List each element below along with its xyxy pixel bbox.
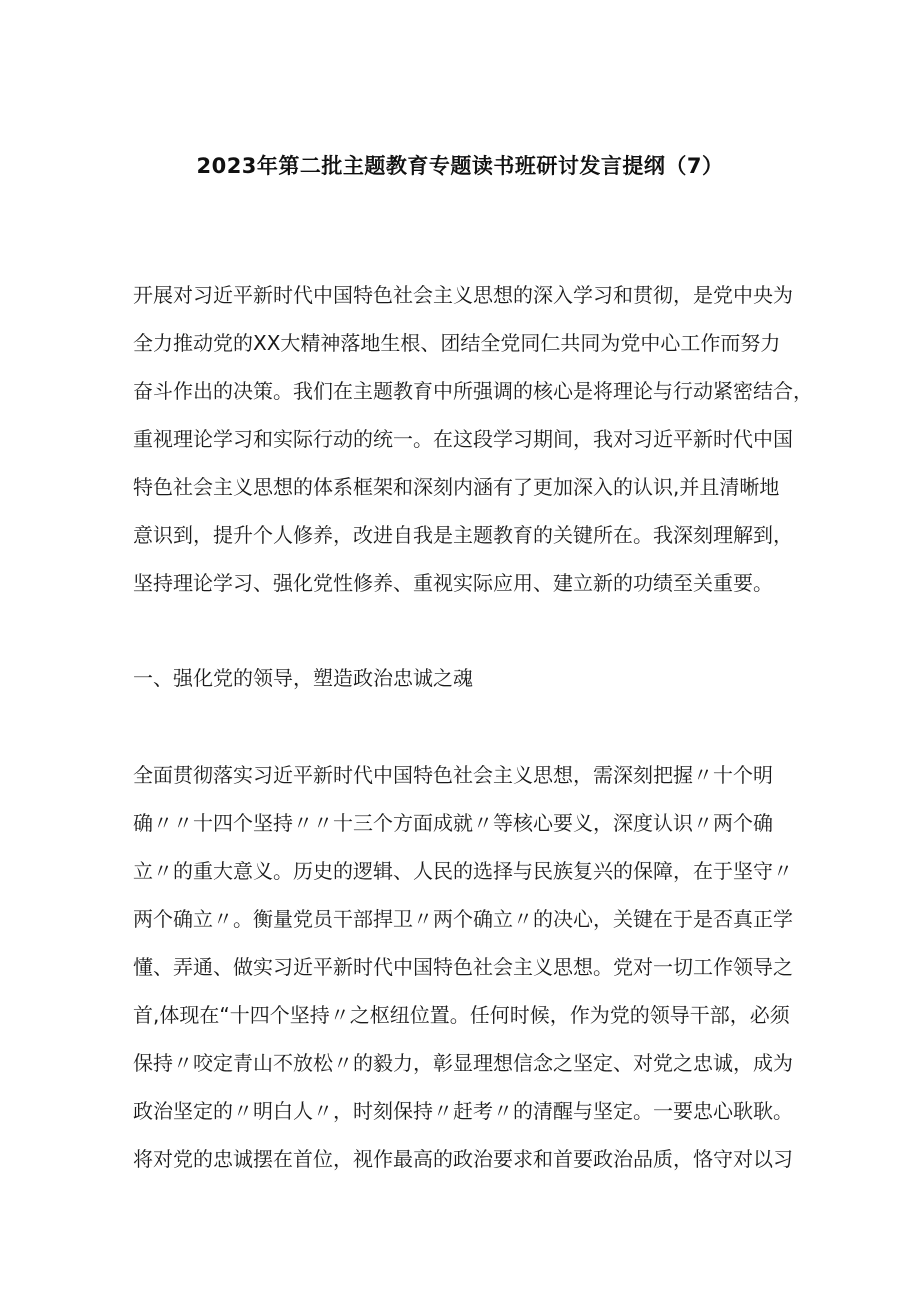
paragraph-line: 开展对习近平新时代中国特色社会主义思想的深入学习和贯彻，是党中央为 xyxy=(133,283,793,307)
paragraph-line: 重视理论学习和实际行动的统一。在这段学习期间，我对习近平新时代中国 xyxy=(133,427,793,451)
paragraph-line: 立〃的重大意义。历史的逻辑、人民的选择与民族复兴的保障，在于坚守〃 xyxy=(133,859,793,883)
paragraph-line: 政治坚定的〃明白人〃，时刻保持〃赶考〃的清醒与坚定。一要忠心耿耿。 xyxy=(133,1099,793,1123)
paragraph-line: 懂、弄通、做实习近平新时代中国特色社会主义思想。党对一切工作领导之 xyxy=(133,955,793,979)
document-title: 2023年第二批主题教育专题读书班研讨发言提纲（7） xyxy=(196,154,724,178)
paragraph-line: 确〃〃十四个坚持〃〃十三个方面成就〃等核心要义，深度认识〃两个确 xyxy=(133,811,773,835)
section-heading xyxy=(133,654,823,702)
paragraph-line: 全面贯彻落实习近平新时代中国特色社会主义思想，需深刻把握〃十个明 xyxy=(133,763,773,787)
paragraph-line: 保持〃咬定青山不放松〃的毅力，彰显理想信念之坚定、对党之忠诚，成为 xyxy=(133,1051,793,1075)
paragraph-line: 意识到，提升个人修养，改进自我是主题教育的关键所在。我深刻理解到， xyxy=(133,523,793,547)
paragraph-line: 奋斗作出的决策。我们在主题教育中所强调的核心是将理论与行动紧密结合， xyxy=(133,379,813,403)
section-1-heading: 一、强化党的领导，塑造政治忠诚之魂 xyxy=(133,666,473,690)
paragraph-line: 特色社会主义思想的体系框架和深刻内涵有了更加深入的认识,并且清晰地 xyxy=(133,475,780,499)
paragraph-line: 两个确立〃。衡量党员干部捍卫〃两个确立〃的决心，关键在于是否真正学 xyxy=(133,907,793,931)
paragraph-line: 全力推动党的XX大精神落地生根、团结全党同仁共同为党中心工作而努力 xyxy=(133,331,781,355)
intro-paragraph xyxy=(133,271,823,607)
paragraph-line: 首,体现在“十四个坚持〃之枢纽位置。任何时候，作为党的领导干部，必须 xyxy=(133,1003,790,1027)
paragraph-line: 将对党的忠诚摆在首位，视作最高的政治要求和首要政治品质，恪守对以习 xyxy=(133,1147,793,1171)
paragraph-line: 坚持理论学习、强化党性修养、重视实际应用、建立新的功绩至关重要。 xyxy=(133,571,773,595)
section-1-paragraph xyxy=(133,751,823,1183)
